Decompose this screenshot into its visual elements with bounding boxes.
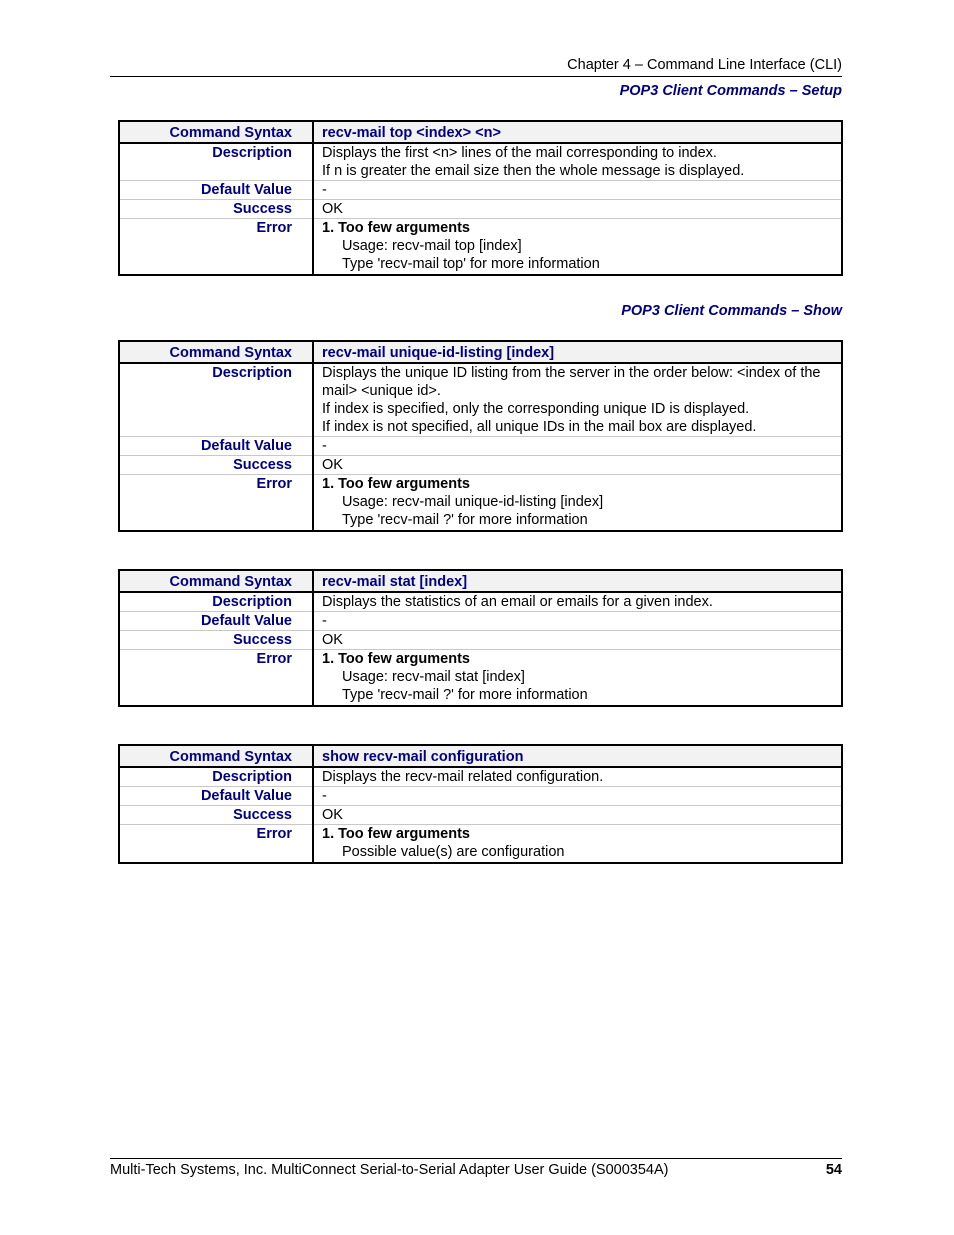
description-line: Displays the unique ID listing from the server in the order below: <index of the mail> <unique id>.: [322, 365, 821, 399]
error-line: Usage: recv-mail unique-id-listing [index]: [342, 494, 604, 510]
error-title: 1. Too few arguments: [322, 826, 470, 842]
description-line: If index is specified, only the corresponding unique ID is displayed.: [322, 401, 750, 417]
description-row-value: [313, 363, 842, 437]
command-table: [118, 340, 843, 532]
error-line: Usage: recv-mail top [index]: [342, 238, 522, 254]
success-row-value: OK: [313, 456, 842, 475]
section-title-setup: POP3 Client Commands – Setup: [619, 83, 842, 99]
footer-text: Multi-Tech Systems, Inc. MultiConnect Serial-to-Serial Adapter User Guide (S000354A): [110, 1162, 669, 1178]
default-row-value: -: [313, 787, 842, 806]
default-row: [119, 612, 842, 631]
error-row-label: Error: [119, 825, 313, 864]
syntax-row-label: Command Syntax: [119, 570, 313, 592]
description-row-label: Description: [119, 143, 313, 181]
success-row-label: Success: [119, 200, 313, 219]
error-row: [119, 475, 842, 532]
error-line: Type 'recv-mail ?' for more information: [342, 687, 588, 703]
error-line: Possible value(s) are configuration: [342, 844, 565, 860]
default-row-value: -: [313, 437, 842, 456]
description-line: Displays the recv-mail related configuration.: [322, 769, 604, 785]
description-row: [119, 767, 842, 787]
error-row-value: [313, 650, 842, 707]
description-row-value: [313, 767, 842, 787]
description-row-label: Description: [119, 592, 313, 612]
success-row: [119, 200, 842, 219]
command-table: [118, 744, 843, 864]
section-title-show: POP3 Client Commands – Show: [621, 303, 842, 319]
description-row-value: [313, 592, 842, 612]
description-row: [119, 363, 842, 437]
success-row-value: OK: [313, 200, 842, 219]
description-line: Displays the statistics of an email or emails for a given index.: [322, 594, 713, 610]
default-row-label: Default Value: [119, 787, 313, 806]
error-line: Type 'recv-mail top' for more information: [342, 256, 600, 272]
syntax-row: [119, 341, 842, 363]
error-row-label: Error: [119, 475, 313, 532]
syntax-row-value: recv-mail stat [index]: [313, 570, 842, 592]
description-row: [119, 592, 842, 612]
success-row-value: OK: [313, 806, 842, 825]
command-table: [118, 569, 843, 707]
description-row-label: Description: [119, 767, 313, 787]
error-line: Type 'recv-mail ?' for more information: [342, 512, 588, 528]
error-row-label: Error: [119, 650, 313, 707]
success-row-label: Success: [119, 456, 313, 475]
success-row-label: Success: [119, 806, 313, 825]
chapter-header: Chapter 4 – Command Line Interface (CLI): [110, 56, 842, 77]
default-row-value: -: [313, 612, 842, 631]
syntax-row-value: recv-mail unique-id-listing [index]: [313, 341, 842, 363]
success-row: [119, 806, 842, 825]
description-line: If n is greater the email size then the whole message is displayed.: [322, 163, 745, 179]
success-row-value: OK: [313, 631, 842, 650]
command-table: [118, 120, 843, 276]
syntax-row-label: Command Syntax: [119, 745, 313, 767]
error-row-label: Error: [119, 219, 313, 276]
error-title: 1. Too few arguments: [322, 651, 470, 667]
description-line: Displays the first <n> lines of the mail corresponding to index.: [322, 145, 717, 161]
syntax-row-value: show recv-mail configuration: [313, 745, 842, 767]
success-row: [119, 631, 842, 650]
success-row: [119, 456, 842, 475]
page-footer: [110, 1158, 842, 1179]
default-row-value: -: [313, 181, 842, 200]
default-row: [119, 181, 842, 200]
default-row-label: Default Value: [119, 612, 313, 631]
error-row: [119, 825, 842, 864]
error-row-value: [313, 219, 842, 276]
syntax-row-label: Command Syntax: [119, 121, 313, 143]
default-row: [119, 787, 842, 806]
syntax-row: [119, 121, 842, 143]
error-row-value: [313, 475, 842, 532]
default-row-label: Default Value: [119, 437, 313, 456]
error-row: [119, 219, 842, 276]
error-row-value: [313, 825, 842, 864]
success-row-label: Success: [119, 631, 313, 650]
syntax-row: [119, 570, 842, 592]
syntax-row-label: Command Syntax: [119, 341, 313, 363]
description-line: If index is not specified, all unique IDs in the mail box are displayed.: [322, 419, 757, 435]
page-number: 54: [825, 1162, 842, 1178]
description-row-value: [313, 143, 842, 181]
syntax-row: [119, 745, 842, 767]
default-row-label: Default Value: [119, 181, 313, 200]
description-row: [119, 143, 842, 181]
error-title: 1. Too few arguments: [322, 476, 470, 492]
description-row-label: Description: [119, 363, 313, 437]
error-title: 1. Too few arguments: [322, 220, 470, 236]
default-row: [119, 437, 842, 456]
error-line: Usage: recv-mail stat [index]: [342, 669, 525, 685]
syntax-row-value: recv-mail top <index> <n>: [313, 121, 842, 143]
error-row: [119, 650, 842, 707]
